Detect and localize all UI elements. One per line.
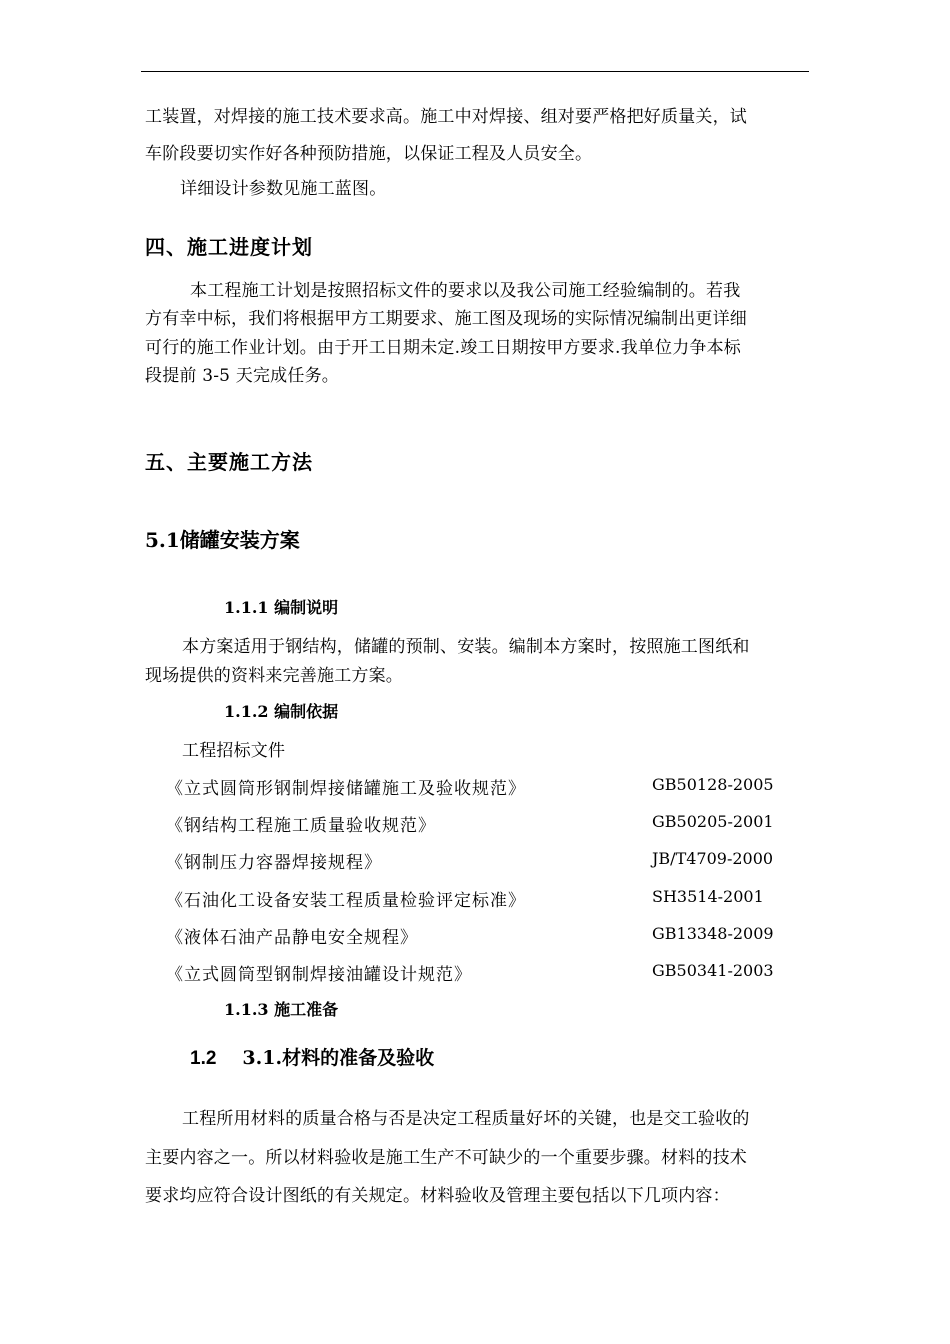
para-1-1-1-line: 本方案适用于钢结构，储罐的预制、安装。编制本方案时，按照施工图纸和 bbox=[182, 637, 750, 657]
reference-code: GB50341-2003 bbox=[652, 961, 774, 980]
intro-line-2: 车阶段要切实作好各种预防措施，以保证工程及人员安全。 bbox=[145, 144, 593, 164]
reference-code: GB50128-2005 bbox=[652, 775, 774, 794]
heading-1-2 bbox=[190, 1043, 434, 1070]
heading-1-2-number: 1.2 bbox=[190, 1048, 217, 1069]
basis-intro: 工程招标文件 bbox=[182, 741, 286, 761]
reference-code: GB50205-2001 bbox=[652, 812, 774, 831]
section-4-para-line: 可行的施工作业计划。由于开工日期未定.竣工日期按甲方要求.我单位力争本标 bbox=[145, 338, 742, 358]
material-para-line: 主要内容之一。所以材料验收是施工生产不可缺少的一个重要步骤。材料的技术 bbox=[145, 1148, 747, 1168]
heading-1-2-text: 3.1.材料的准备及验收 bbox=[242, 1047, 435, 1069]
reference-title: 《钢结构工程施工质量验收规范》 bbox=[166, 816, 436, 836]
header-rule bbox=[141, 71, 809, 72]
section-4-para-line: 方有幸中标，我们将根据甲方工期要求、施工图及现场的实际情况编制出更详细 bbox=[145, 309, 747, 329]
reference-title: 《立式圆筒形钢制焊接储罐施工及验收规范》 bbox=[166, 779, 526, 799]
para-1-1-1-line: 现场提供的资料来完善施工方案。 bbox=[145, 666, 403, 686]
heading-1-1-1: 1.1.1 编制说明 bbox=[224, 598, 339, 617]
reference-title: 《钢制压力容器焊接规程》 bbox=[166, 853, 382, 873]
reference-title: 《立式圆筒型钢制焊接油罐设计规范》 bbox=[166, 965, 472, 985]
reference-code: GB13348-2009 bbox=[652, 924, 774, 943]
subsection-5-1-heading: 5.1储罐安装方案 bbox=[145, 528, 300, 552]
intro-line-1: 工装置，对焊接的施工技术要求高。施工中对焊接、组对要严格把好质量关，试 bbox=[145, 107, 747, 127]
reference-title: 《石油化工设备安装工程质量检验评定标准》 bbox=[166, 891, 526, 911]
heading-1-1-3: 1.1.3 施工准备 bbox=[224, 1000, 339, 1019]
intro-line-3: 详细设计参数见施工蓝图。 bbox=[180, 179, 387, 199]
heading-1-1-2: 1.1.2 编制依据 bbox=[224, 702, 339, 721]
reference-code: JB/T4709-2000 bbox=[652, 849, 774, 868]
section-4-para-line: 本工程施工计划是按照招标文件的要求以及我公司施工经验编制的。若我 bbox=[190, 281, 741, 301]
section-4-para-line: 段提前 3-5 天完成任务。 bbox=[145, 366, 339, 386]
section-5-heading: 五、主要施工方法 bbox=[145, 450, 313, 474]
material-para-line: 要求均应符合设计图纸的有关规定。材料验收及管理主要包括以下几项内容： bbox=[145, 1186, 730, 1206]
section-4-heading: 四、施工进度计划 bbox=[145, 235, 313, 259]
reference-code: SH3514-2001 bbox=[652, 887, 764, 906]
reference-title: 《液体石油产品静电安全规程》 bbox=[166, 928, 418, 948]
material-para-line: 工程所用材料的质量合格与否是决定工程质量好坏的关键，也是交工验收的 bbox=[182, 1109, 750, 1129]
